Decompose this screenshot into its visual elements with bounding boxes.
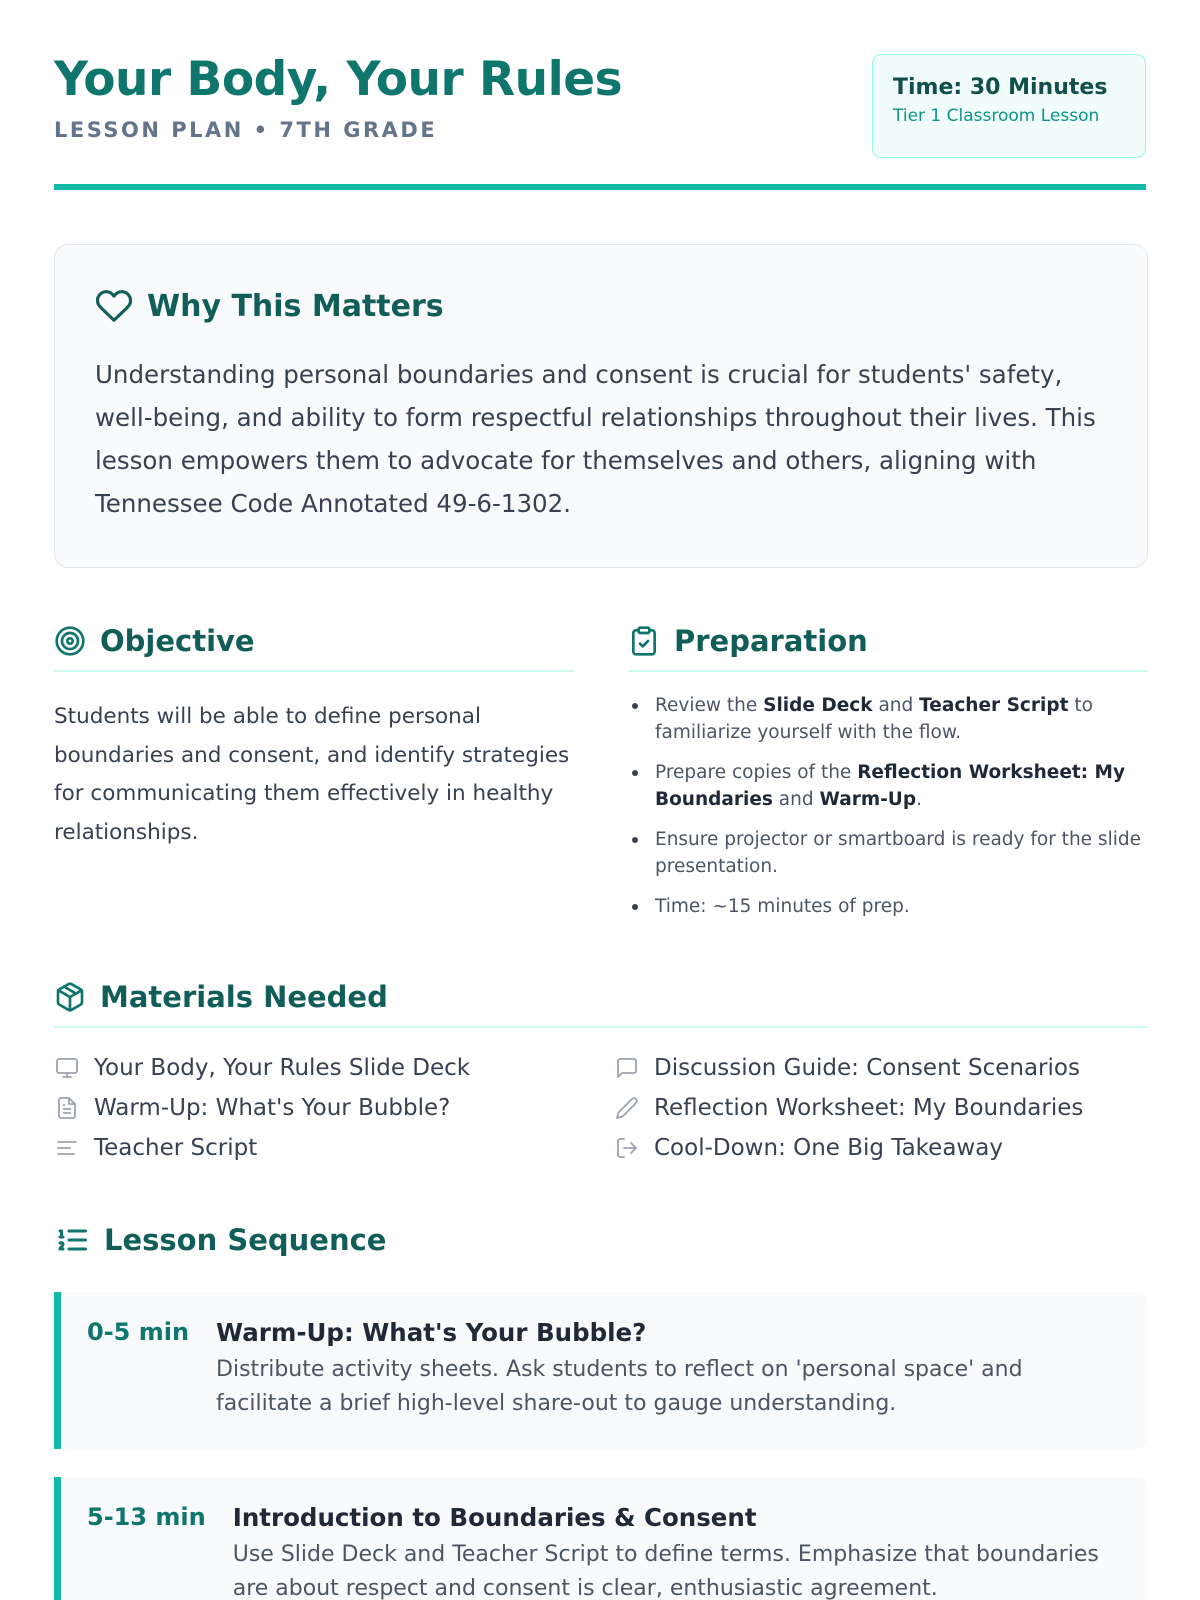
materials-header	[54, 980, 1148, 1028]
target-icon	[54, 625, 86, 657]
materials-section	[54, 980, 1148, 1168]
material-label: Discussion Guide: Consent Scenarios	[654, 1055, 1080, 1081]
page-title: Your Body, Your Rules	[54, 52, 623, 107]
material-item	[54, 1128, 614, 1168]
preparation-list	[628, 692, 1148, 920]
sequence-header	[54, 1222, 1148, 1258]
time-label: Time: 30 Minutes	[893, 75, 1108, 100]
align-left-icon	[54, 1136, 80, 1160]
objective-title: Objective	[100, 624, 255, 658]
list-ordered-icon	[54, 1222, 90, 1258]
step-time: 5-13 min	[87, 1503, 206, 1531]
step-body	[233, 1503, 1122, 1600]
page-subtitle: LESSON PLAN • 7TH GRADE	[54, 118, 438, 142]
tier-label: Tier 1 Classroom Lesson	[893, 106, 1100, 126]
step-title: Introduction to Boundaries & Consent	[232, 1503, 757, 1532]
materials-title: Materials Needed	[100, 980, 388, 1014]
step-body	[216, 1318, 1122, 1421]
objective-text: Students will be able to define personal boundaries and consent, and identify strategies for communicating them effectively in healthy relationships.	[54, 704, 570, 845]
why-this-matters-card	[54, 244, 1148, 568]
step-time: 0-5 min	[87, 1318, 190, 1346]
preparation-section	[628, 624, 1148, 933]
time-badge	[872, 54, 1146, 158]
sequence-title: Lesson Sequence	[104, 1223, 387, 1257]
material-label: Reflection Worksheet: My Boundaries	[654, 1095, 1084, 1121]
list-item: Prepare copies of the Reflection Worksheet: My Boundaries and Warm-Up.	[628, 759, 1148, 813]
list-item: Ensure projector or smartboard is ready for the slide presentation.	[628, 826, 1148, 880]
material-label: Teacher Script	[94, 1135, 258, 1161]
heart-icon	[95, 287, 133, 325]
file-text-icon	[54, 1096, 80, 1120]
header	[54, 0, 1146, 190]
lesson-sequence-section	[54, 1222, 1148, 1600]
material-item	[54, 1088, 614, 1128]
material-item	[614, 1128, 1148, 1168]
material-label: Warm-Up: What's Your Bubble?	[94, 1095, 451, 1121]
monitor-icon	[54, 1056, 80, 1080]
list-item: Review the Slide Deck and Teacher Script to familiarize yourself with the flow.	[628, 692, 1148, 746]
preparation-title: Preparation	[674, 624, 868, 658]
pencil-icon	[614, 1096, 640, 1120]
log-out-icon	[614, 1136, 640, 1160]
objective-section	[54, 624, 574, 852]
step-title: Warm-Up: What's Your Bubble?	[216, 1318, 647, 1347]
sequence-step	[54, 1292, 1148, 1449]
material-item	[614, 1048, 1148, 1088]
step-description: Distribute activity sheets. Ask students to reflect on 'personal space' and facilitate a brief high-level share-out to gauge understanding.	[216, 1357, 1023, 1416]
materials-list	[54, 1048, 1148, 1168]
why-header	[95, 287, 1107, 325]
message-square-icon	[614, 1056, 640, 1080]
material-item	[54, 1048, 614, 1088]
clipboard-check-icon	[628, 625, 660, 657]
objective-header	[54, 624, 574, 672]
why-text: Understanding personal boundaries and consent is crucial for students' safety, well-being, and ability to form respectful relationships throughout their lives. This lesson empowers them to advocate for themselves and others, aligning with Tennessee Code Annotated 49-6-1302.	[95, 360, 1096, 518]
material-label: Your Body, Your Rules Slide Deck	[94, 1055, 471, 1081]
sequence-step	[54, 1477, 1148, 1600]
why-title: Why This Matters	[147, 288, 444, 324]
package-icon	[54, 981, 86, 1013]
list-item: Time: ~15 minutes of prep.	[628, 893, 1148, 920]
preparation-header	[628, 624, 1148, 672]
material-label: Cool-Down: One Big Takeaway	[654, 1135, 1003, 1161]
step-description: Use Slide Deck and Teacher Script to define terms. Emphasize that boundaries are about respect and consent is clear, enthusiastic agreement.	[232, 1542, 1099, 1600]
material-item	[614, 1088, 1148, 1128]
